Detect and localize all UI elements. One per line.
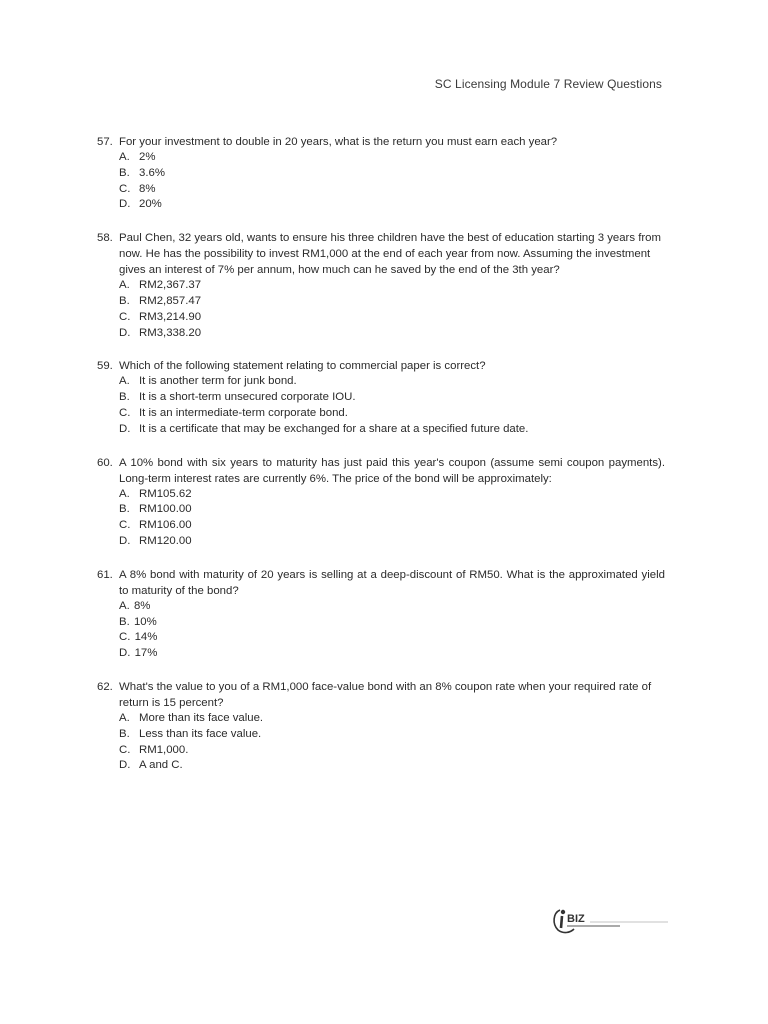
option-text: 17% [134, 647, 158, 660]
option-letter: B. [119, 727, 130, 740]
option-letter: C. [119, 310, 131, 323]
option-letter: D. [119, 326, 131, 339]
option-letter: C. [119, 182, 131, 195]
option-c [119, 743, 665, 759]
option-letter: A. [119, 711, 130, 724]
option-b [119, 615, 665, 631]
option-b [119, 727, 665, 743]
option-text: A and C. [139, 759, 183, 772]
option-text: More than its face value. [139, 711, 264, 724]
page-header: SC Licensing Module 7 Review Questions [434, 77, 662, 91]
option-letter: A. [119, 375, 130, 388]
question-number: 62. [97, 680, 113, 693]
option-text: RM100.00 [139, 503, 192, 516]
option-a [119, 599, 665, 615]
option-a [119, 278, 665, 294]
question-text: Which of the following statement relating to commercial paper is correct? [119, 360, 486, 373]
logo-dot [561, 910, 565, 914]
option-text: RM105.62 [139, 487, 192, 500]
option-d [119, 422, 665, 438]
option-letter: C. [119, 631, 131, 644]
option-text: 2% [139, 151, 156, 163]
option-text: It is a short-term unsecured corporate IOU. [139, 391, 356, 404]
option-letter: C. [119, 519, 131, 532]
question-list [97, 134, 665, 791]
option-text: 8% [139, 182, 156, 195]
option-letter: B. [119, 615, 130, 628]
option-text: 10% [133, 615, 157, 628]
question-text: For your investment to double in 20 years, what is the return you must earn each year? [119, 136, 558, 148]
option-a [119, 487, 665, 503]
question-number: 61. [97, 568, 113, 581]
question-57 [97, 134, 665, 213]
option-b [119, 390, 665, 406]
option-c [119, 310, 665, 326]
logo-stem [561, 916, 562, 928]
option-letter: B. [119, 391, 130, 404]
question-number: 57. [97, 136, 113, 148]
option-list [119, 487, 665, 550]
question-text: A 10% bond with six years to maturity has just paid this year's coupon (assume semi coupon payments). Long-term interest rates are currently 6%. The price of the bond will be approximately: [119, 456, 665, 485]
option-text: It is an intermediate-term corporate bond. [139, 406, 348, 419]
option-list [119, 374, 665, 437]
ibiz-logo [550, 904, 674, 936]
option-text: 8% [133, 599, 151, 612]
question-number: 58. [97, 232, 113, 245]
option-text: RM2,367.37 [139, 279, 202, 292]
question-text: Paul Chen, 32 years old, wants to ensure his three children have the best of education starting 3 years from now. He has the possibility to invest RM1,000 at the end of each year from now. Assuming the investment gives an interest of 7% per annum, how much can he saved by the end of the 3th year? [119, 232, 661, 277]
option-list [119, 599, 665, 662]
question-text: A 8% bond with maturity of 20 years is selling at a deep-discount of RM50. What is the approximated yield to maturity of the bond? [119, 568, 665, 597]
option-text: 20% [139, 198, 162, 211]
option-text: RM106.00 [139, 519, 192, 532]
option-text: RM3,338.20 [139, 326, 202, 339]
option-text: It is another term for junk bond. [139, 375, 297, 388]
option-text: 3.6% [139, 166, 165, 179]
option-letter: C. [119, 406, 131, 419]
option-letter: D. [119, 422, 131, 435]
option-b [119, 294, 665, 310]
ibiz-logo-mark [550, 904, 674, 936]
question-58 [97, 230, 665, 341]
option-letter: C. [119, 743, 131, 756]
option-letter: A. [119, 599, 130, 612]
option-letter: A. [119, 279, 130, 292]
option-b [119, 166, 665, 182]
option-text: It is a certificate that may be exchanged for a share at a specified future date. [139, 422, 529, 435]
option-letter: B. [119, 166, 130, 179]
option-letter: B. [119, 294, 130, 307]
option-b [119, 502, 665, 518]
question-60 [97, 455, 665, 550]
option-list [119, 711, 665, 774]
option-text: RM1,000. [139, 743, 189, 756]
option-d [119, 534, 665, 550]
option-d [119, 197, 665, 213]
option-letter: A. [119, 151, 130, 163]
question-62 [97, 679, 665, 774]
option-text: RM120.00 [139, 534, 192, 547]
option-letter: A. [119, 487, 130, 500]
option-text: 14% [134, 631, 158, 644]
option-letter: D. [119, 534, 131, 547]
option-text: RM3,214.90 [139, 310, 202, 323]
logo-text: BIZ [567, 913, 585, 925]
option-letter: B. [119, 503, 130, 516]
question-text: What's the value to you of a RM1,000 face-value bond with an 8% coupon rate when your required rate of return is 15 percent? [119, 680, 652, 709]
option-text: RM2,857.47 [139, 294, 202, 307]
option-c [119, 406, 665, 422]
option-text: Less than its face value. [139, 727, 262, 740]
question-number: 60. [97, 456, 113, 469]
option-a [119, 150, 665, 166]
option-c [119, 630, 665, 646]
option-list [119, 150, 665, 213]
option-d [119, 646, 665, 662]
option-letter: D. [119, 198, 131, 211]
question-number: 59. [97, 360, 113, 373]
question-59 [97, 358, 665, 437]
option-d [119, 758, 665, 774]
option-a [119, 374, 665, 390]
option-a [119, 711, 665, 727]
option-c [119, 518, 665, 534]
option-c [119, 182, 665, 198]
question-61 [97, 567, 665, 662]
option-d [119, 326, 665, 342]
option-list [119, 278, 665, 341]
option-letter: D. [119, 759, 131, 772]
option-letter: D. [119, 647, 131, 660]
